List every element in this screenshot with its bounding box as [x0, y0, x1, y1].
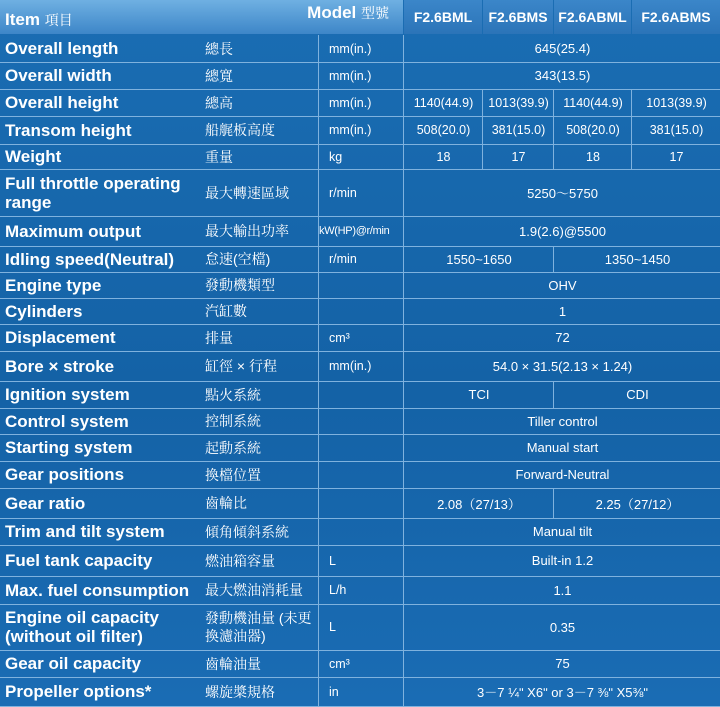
item-heading-zh: 項目 — [44, 12, 73, 28]
spec-value: 75 — [403, 650, 720, 677]
spec-value: 0.35 — [403, 604, 720, 650]
spec-value: 17 — [482, 144, 554, 169]
table-row — [0, 116, 720, 145]
spec-name-en: Engine type — [5, 275, 102, 295]
spec-unit: L — [318, 604, 403, 650]
table-row — [0, 576, 720, 605]
table-row — [0, 461, 720, 489]
table-row — [0, 272, 720, 299]
table-row — [0, 62, 720, 90]
spec-name-zh: 總長 — [205, 40, 233, 57]
spec-unit: mm(in.) — [318, 116, 403, 144]
spec-name-zh: 齒輪油量 — [205, 655, 261, 672]
spec-value: 1 — [403, 298, 720, 324]
spec-name-en: Overall width — [5, 66, 112, 85]
spec-value: 5250～5750 — [403, 169, 720, 216]
header-label-cell — [0, 0, 403, 34]
spec-value: Forward-Neutral — [403, 461, 720, 488]
spec-name-zh: 總寬 — [205, 67, 233, 84]
model-heading — [307, 3, 389, 23]
table-row — [0, 298, 720, 325]
spec-value: 381(15.0) — [631, 116, 720, 144]
spec-name-zh: 汽缸數 — [205, 303, 247, 319]
spec-value: 1013(39.9) — [631, 89, 720, 116]
model-column-header: F2.6ABML — [554, 0, 631, 34]
spec-name-en: Displacement — [5, 328, 116, 347]
spec-name-zh: 最大轉速區域 — [205, 184, 289, 201]
spec-name-zh: 點火系統 — [205, 386, 261, 403]
spec-name-en: Weight — [5, 147, 62, 166]
spec-unit: mm(in.) — [318, 89, 403, 116]
spec-value: Manual tilt — [403, 518, 720, 545]
spec-value: 1.9(2.6)@5500 — [403, 216, 720, 246]
spec-unit — [318, 272, 403, 298]
spec-value: 508(20.0) — [403, 116, 483, 144]
spec-unit — [318, 298, 403, 324]
table-row — [0, 650, 720, 678]
spec-unit — [318, 381, 403, 408]
spec-unit — [318, 518, 403, 545]
spec-value: 508(20.0) — [553, 116, 632, 144]
spec-unit: mm(in.) — [318, 62, 403, 89]
table-row — [0, 324, 720, 352]
table-row — [0, 518, 720, 546]
table-row — [0, 381, 720, 409]
spec-unit: mm(in.) — [318, 351, 403, 381]
spec-value: 2.25（27/12） — [553, 488, 720, 518]
model-heading-en: Model — [307, 3, 357, 22]
spec-value: TCI — [403, 381, 554, 408]
table-row — [0, 604, 720, 651]
spec-name-en: Gear positions — [5, 465, 125, 484]
model-column-header: F2.6ABMS — [632, 0, 720, 34]
spec-name-zh: 總高 — [205, 94, 233, 111]
spec-name-en: Max. fuel consumption — [5, 580, 190, 600]
spec-name-zh: 重量 — [205, 148, 233, 165]
spec-value: Tiller control — [403, 408, 720, 434]
spec-value: 1550~1650 — [403, 246, 554, 272]
spec-unit: r/min — [318, 169, 403, 216]
spec-unit: kg — [318, 144, 403, 169]
spec-name-zh: 齒輪比 — [205, 495, 247, 511]
spec-unit: kW(HP)@r/min — [318, 216, 403, 246]
table-row — [0, 677, 720, 707]
table-row — [0, 216, 720, 247]
spec-name-zh: 缸徑 × 行程 — [205, 358, 277, 374]
spec-name-en: Bore × stroke — [5, 356, 115, 376]
spec-value: Built-in 1.2 — [403, 545, 720, 576]
table-row — [0, 89, 720, 117]
spec-unit: in — [318, 677, 403, 706]
spec-unit — [318, 408, 403, 434]
table-row — [0, 169, 720, 217]
spec-unit — [318, 434, 403, 461]
table-row — [0, 488, 720, 519]
spec-value: 17 — [631, 144, 720, 169]
model-heading-zh: 型號 — [361, 5, 389, 21]
spec-value: 645(25.4) — [403, 35, 720, 62]
spec-value: OHV — [403, 272, 720, 298]
spec-unit: r/min — [318, 246, 403, 272]
spec-name-en: Gear ratio — [5, 493, 86, 513]
spec-name-en: Ignition system — [5, 385, 130, 404]
spec-name-en: Propeller options* — [5, 682, 152, 701]
spec-unit: cm³ — [318, 650, 403, 677]
spec-name-en: Gear oil capacity — [5, 654, 142, 673]
spec-value: 1350~1450 — [553, 246, 720, 272]
spec-name-zh: 排量 — [205, 329, 233, 346]
table-row — [0, 351, 720, 382]
model-column-header: F2.6BMS — [483, 0, 553, 34]
spec-name-en: Overall length — [5, 39, 119, 58]
spec-value: 18 — [403, 144, 483, 169]
spec-name-zh: 發動機油量 (未更換濾油器) — [205, 610, 312, 644]
model-column-header: F2.6BML — [404, 0, 482, 34]
spec-name-zh: 燃油箱容量 — [205, 552, 275, 569]
item-heading-en: Item — [5, 10, 40, 29]
item-heading — [5, 10, 73, 30]
spec-name-en: Idling speed(Neutral) — [5, 249, 175, 269]
spec-name-zh: 螺旋槳規格 — [205, 683, 275, 700]
spec-value: 343(13.5) — [403, 62, 720, 89]
spec-value: 381(15.0) — [482, 116, 554, 144]
spec-value: 1013(39.9) — [482, 89, 554, 116]
spec-value: 1140(44.9) — [553, 89, 632, 116]
table-row — [0, 545, 720, 577]
spec-name-en: Transom height — [5, 120, 132, 140]
table-row — [0, 144, 720, 170]
spec-name-zh: 傾角傾斜系統 — [205, 523, 289, 540]
spec-name-zh: 發動機類型 — [205, 277, 275, 293]
spec-value: 54.0 × 31.5(2.13 × 1.24) — [403, 351, 720, 381]
spec-name-zh: 最大燃油消耗量 — [205, 582, 303, 598]
spec-value: CDI — [553, 381, 720, 408]
spec-value: 72 — [403, 324, 720, 351]
spec-value: 2.08（27/13） — [403, 488, 554, 518]
spec-unit: cm³ — [318, 324, 403, 351]
spec-name-en: Cylinders — [5, 301, 83, 321]
spec-unit: mm(in.) — [318, 35, 403, 62]
spec-name-en: Overall height — [5, 93, 119, 112]
spec-value: 1140(44.9) — [403, 89, 483, 116]
spec-value: Manual start — [403, 434, 720, 461]
spec-name-zh: 船艉板高度 — [205, 122, 275, 138]
spec-value: 1.1 — [403, 576, 720, 604]
table-header — [0, 0, 720, 34]
spec-unit: L — [318, 545, 403, 576]
spec-name-en: Control system — [5, 411, 129, 431]
spec-unit — [318, 461, 403, 488]
spec-name-zh: 控制系統 — [205, 413, 261, 429]
table-row — [0, 35, 720, 63]
table-row — [0, 408, 720, 435]
spec-unit — [318, 488, 403, 518]
spec-unit: L/h — [318, 576, 403, 604]
spec-value: 18 — [553, 144, 632, 169]
spec-name-zh: 怠速(空檔) — [205, 251, 271, 267]
spec-value: 3－7 ¼ʺ X6ʺ or 3－7 ⅜ʺ X5⅜ʺ — [403, 677, 720, 706]
table-row — [0, 434, 720, 462]
spec-name-en: Full throttle operating range — [5, 173, 181, 212]
spec-name-en: Engine oil capacity (without oil filter) — [5, 608, 159, 646]
table-row — [0, 246, 720, 273]
spec-name-en: Starting system — [5, 438, 133, 457]
spec-name-zh: 最大輸出功率 — [205, 223, 289, 239]
spec-name-en: Trim and tilt system — [5, 522, 165, 541]
spec-name-en: Fuel tank capacity — [5, 551, 153, 570]
spec-name-zh: 換檔位置 — [205, 466, 261, 483]
spec-name-en: Maximum output — [5, 221, 141, 241]
spec-name-zh: 起動系統 — [205, 439, 261, 456]
